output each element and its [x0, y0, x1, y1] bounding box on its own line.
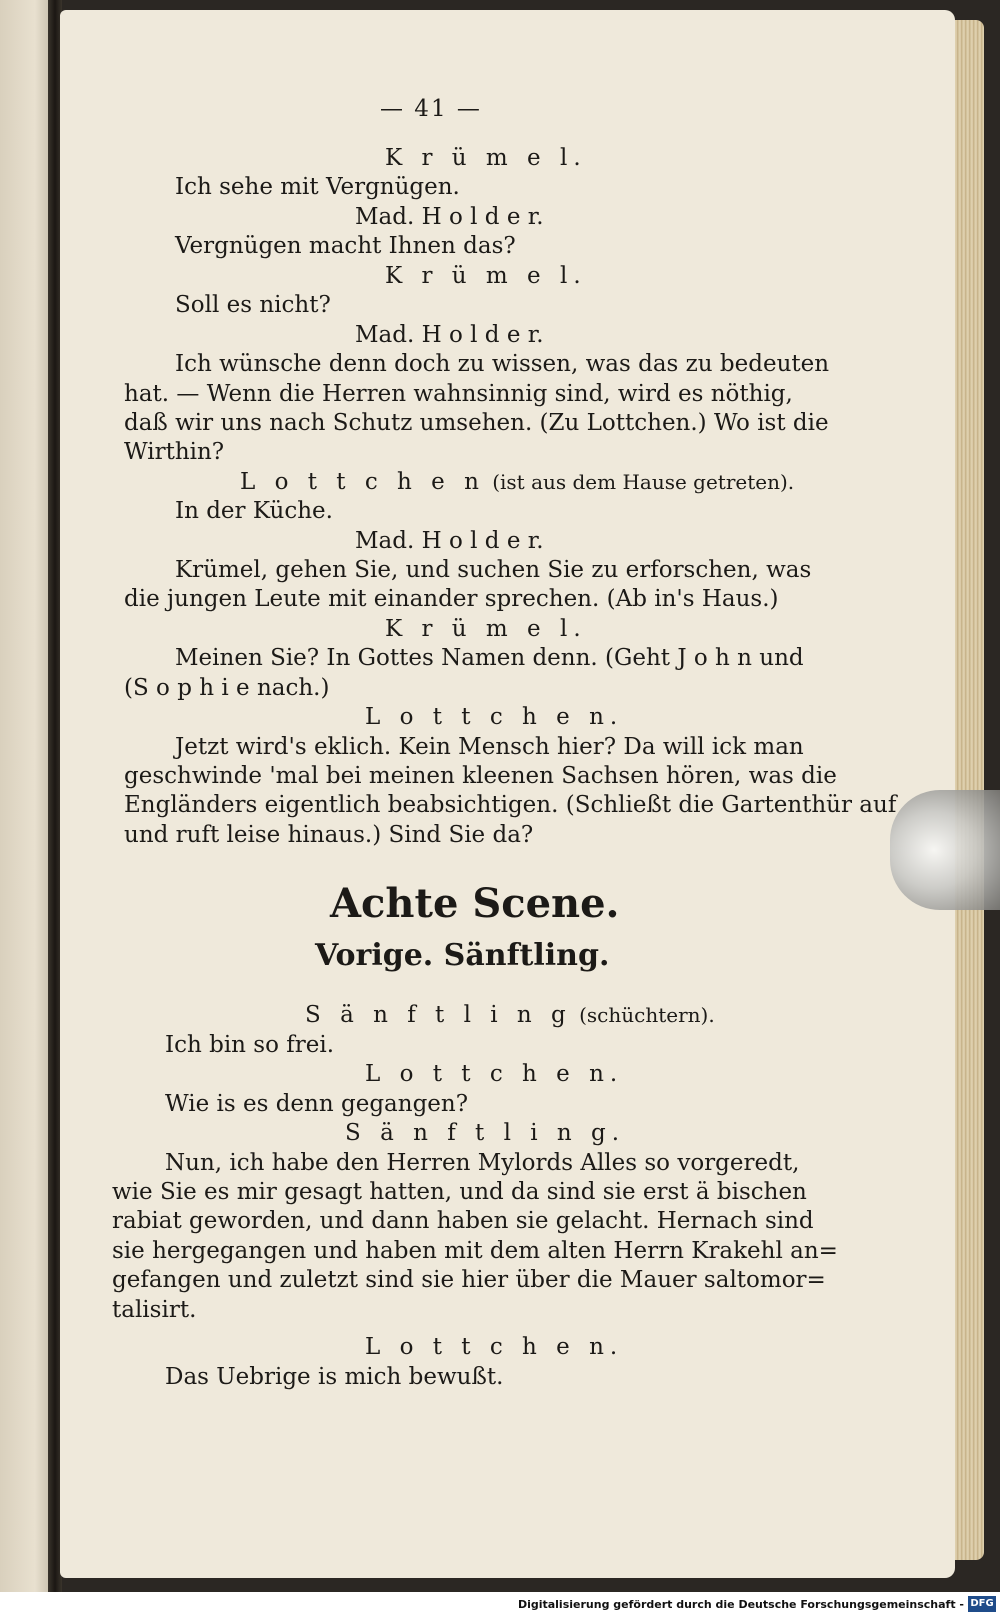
stage-direction: (schüchtern). — [579, 1003, 715, 1027]
dialogue-line: Engländers eigentlich beabsichtigen. (Schließt die Gartenthür auf — [124, 792, 897, 818]
dialogue-line: Nun, ich habe den Herren Mylords Alles so vorgeredt, — [165, 1150, 800, 1176]
dialogue-line: Vergnügen macht Ihnen das? — [175, 233, 516, 259]
dialogue-line: Ich bin so frei. — [165, 1032, 335, 1058]
speaker-lottchen: L o t t c h e n. — [365, 1334, 624, 1360]
dialogue-line: daß wir uns nach Schutz umsehen. (Zu Lottchen.) Wo ist die — [124, 410, 829, 436]
dialogue-line: hat. — Wenn die Herren wahnsinnig sind, wird es nöthig, — [124, 381, 793, 407]
speaker-lottchen — [240, 469, 794, 495]
funding-credit: Digitalisierung gefördert durch die Deutsche Forschungsgemeinschaft - — [517, 1598, 964, 1611]
speaker-kruemel: K r ü m e l. — [385, 263, 587, 289]
dialogue-line: Krümel, gehen Sie, und suchen Sie zu erforschen, was — [175, 557, 812, 583]
dialogue-line: wie Sie es mir gesagt hatten, und da sind sie erst ä bischen — [112, 1179, 807, 1205]
dialogue-line: gefangen und zuletzt sind sie hier über die Mauer saltomor= — [112, 1267, 826, 1293]
dialogue-line: Ich wünsche denn doch zu wissen, was das zu bedeuten — [175, 351, 830, 377]
dialogue-line: rabiat geworden, und dann haben sie gelacht. Hernach sind — [112, 1208, 814, 1234]
dialogue-line: Jetzt wird's eklich. Kein Mensch hier? Da will ick man — [175, 734, 804, 760]
dialogue-line: Soll es nicht? — [175, 292, 331, 318]
dialogue-line: und ruft leise hinaus.) Sind Sie da? — [124, 822, 534, 848]
dialogue-line: geschwinde 'mal bei meinen kleenen Sachsen hören, was die — [124, 763, 837, 789]
dialogue-line: Das Uebrige is mich bewußt. — [165, 1364, 504, 1390]
stage-direction: (ist aus dem Hause getreten). — [492, 470, 795, 494]
scene-heading: Achte Scene. — [330, 880, 620, 927]
speaker-lottchen: L o t t c h e n. — [365, 704, 624, 730]
speaker-holder: Mad. H o l d e r. — [355, 204, 544, 230]
speaker-kruemel: K r ü m e l. — [385, 145, 587, 171]
dialogue-line: Wie is es denn gegangen? — [165, 1091, 469, 1117]
speaker-saenftling — [305, 1002, 715, 1028]
speaker-name: L o t t c h e n — [240, 469, 485, 495]
dialogue-line: die jungen Leute mit einander sprechen. (Ab in's Haus.) — [124, 586, 779, 612]
dialogue-line: Meinen Sie? In Gottes Namen denn. (Geht J o h n und — [175, 645, 804, 671]
dialogue-line: Wirthin? — [124, 439, 225, 465]
dialogue-line: talisirt. — [112, 1297, 197, 1323]
dfg-logo: DFG — [968, 1596, 996, 1612]
dialogue-line: Ich sehe mit Vergnügen. — [175, 174, 460, 200]
speaker-lottchen: L o t t c h e n. — [365, 1061, 624, 1087]
speaker-name: S ä n f t l i n g — [305, 1002, 572, 1028]
page-text — [60, 0, 955, 1592]
speaker-saenftling: S ä n f t l i n g. — [345, 1120, 626, 1146]
speaker-holder: Mad. H o l d e r. — [355, 322, 544, 348]
stage-direction: (S o p h i e nach.) — [124, 675, 330, 701]
speaker-kruemel: K r ü m e l. — [385, 616, 587, 642]
page-number: — 41 — — [380, 96, 482, 122]
speaker-holder: Mad. H o l d e r. — [355, 528, 544, 554]
dialogue-line: In der Küche. — [175, 498, 333, 524]
footer-bar — [0, 1592, 1000, 1618]
dialogue-line: sie hergegangen und haben mit dem alten Herrn Krakehl an= — [112, 1238, 838, 1264]
scene-characters: Vorige. Sänftling. — [315, 938, 610, 973]
